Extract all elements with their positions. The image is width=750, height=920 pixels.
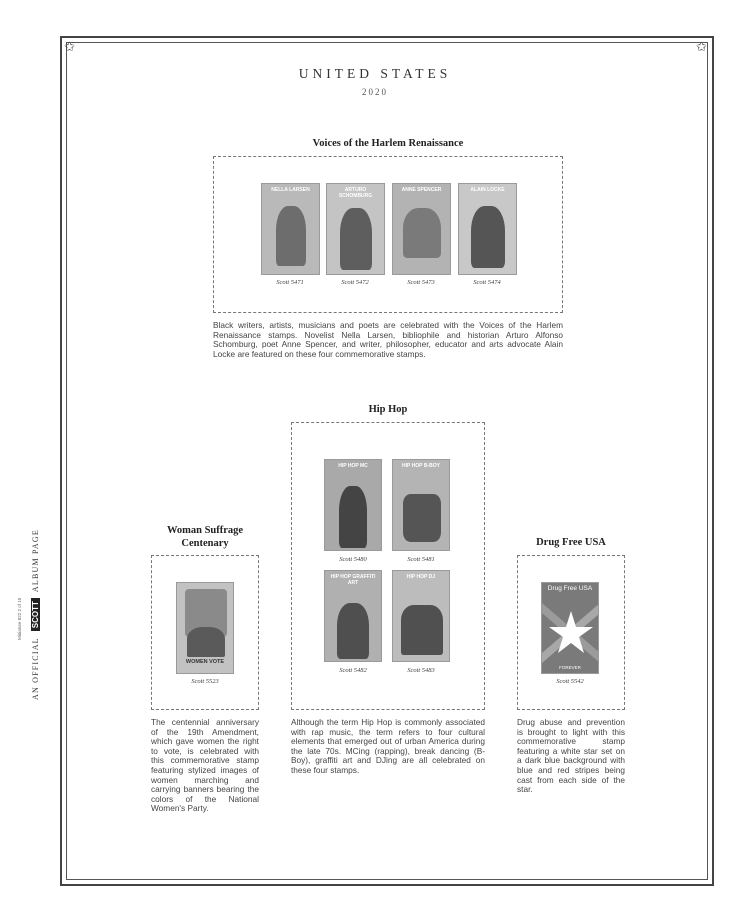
harlem-section-title: Voices of the Harlem Renaissance (312, 138, 464, 149)
stamp-drug-free-usa: Drug Free USA FOREVER (541, 582, 599, 674)
side-text-post: ALBUM PAGE (31, 529, 40, 593)
stamp-hiphop-dj: HIP HOP DJ (392, 570, 450, 662)
suffrage-title-line2: Centenary (181, 538, 229, 549)
hiphop-section-title: Hip Hop (368, 404, 408, 415)
scott-number: Scott 5471 (276, 279, 304, 286)
scott-number: Scott 5542 (556, 678, 584, 685)
stamp-nella-larsen: NELLA LARSEN (261, 183, 320, 275)
album-page-brand (31, 529, 40, 700)
side-text-pre: AN OFFICIAL (31, 637, 40, 700)
stamp-alain-locke: ALAIN LOCKE (458, 183, 517, 275)
stamp-hiphop-graffiti-art: HIP HOP GRAFFITI ART (324, 570, 382, 662)
page-title: UNITED STATES (298, 66, 452, 81)
hiphop-description: Although the term Hip Hop is commonly associated with rap music, the term refers to four cultural elements that emerged out of urban America during the late 70s. MCing (rapping), break dancing (B-Boy), graffiti art and DJing are all celebrated on these four stamps. (291, 717, 485, 775)
star-icon (542, 583, 599, 674)
scott-number: Scott 5483 (407, 667, 435, 674)
suffrage-title-line1: Woman Suffrage (166, 525, 244, 536)
scott-number: Scott 5474 (473, 279, 501, 286)
hiphop-stamp-box (291, 422, 485, 710)
scott-number: Scott 5523 (191, 678, 219, 685)
corner-star-icon: ✩ (64, 39, 75, 54)
stamp-arturo-schomburg: ARTURO SCHOMBURG (326, 183, 385, 275)
stamp-women-vote: WOMEN VOTE (176, 582, 234, 674)
scott-number: Scott 5482 (339, 667, 367, 674)
stamp-hiphop-mc: HIP HOP MC (324, 459, 382, 551)
suffrage-section-title (151, 524, 259, 550)
scott-number: Scott 5473 (407, 279, 435, 286)
suffrage-description: The centennial anniversary of the 19th Amendment, which gave women the right to vote, is celebrated with this commemorative stamp featuring stylized images of women marching and carrying banners bearing the colors of the National Women's Party. (151, 717, 259, 814)
drugfree-description: Drug abuse and prevention is brought to light with this commemorative stamp featuring a white star set on a dark blue background with blue and red stripes being cast from each side of the star. (517, 717, 625, 795)
scott-logo: SCOTT (31, 598, 40, 631)
page-code: Miniature 822 2 of 10 (17, 597, 22, 640)
scott-number: Scott 5481 (407, 556, 435, 563)
harlem-description: Black writers, artists, musicians and poets are celebrated with the Voices of the Harlem Renaissance stamps. Novelist Nella Larsen, bibliophile and historian Arturo Alfonso Schomburg, poet Anne Spencer, and writer, philosopher, educator and arts advocate Alain Locke are featured on these four commemorative stamps. (213, 320, 563, 359)
drugfree-section-title: Drug Free USA (536, 537, 606, 548)
scott-number: Scott 5480 (339, 556, 367, 563)
stamp-anne-spencer: ANNE SPENCER (392, 183, 451, 275)
corner-star-icon: ✩ (696, 39, 707, 54)
scott-number: Scott 5472 (341, 279, 369, 286)
page-year: 2020 (362, 87, 388, 97)
stamp-hiphop-bboy: HIP HOP B-BOY (392, 459, 450, 551)
